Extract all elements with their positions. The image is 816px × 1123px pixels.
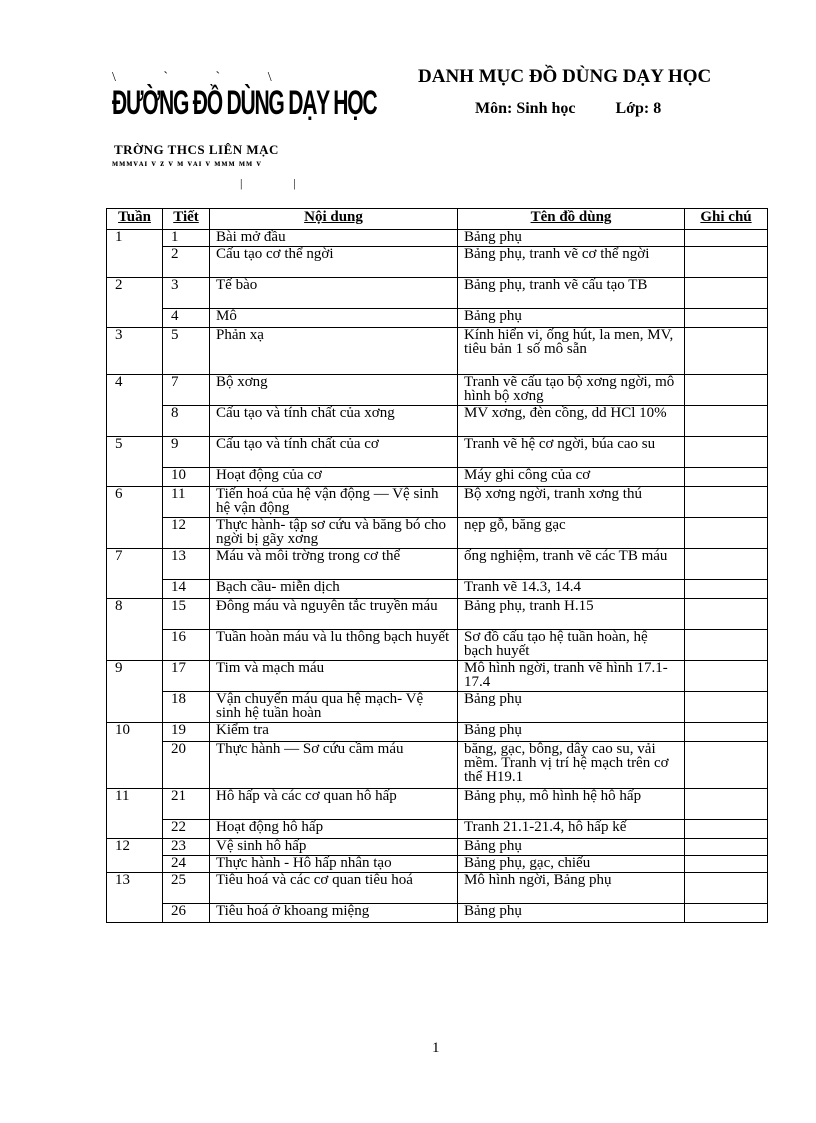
notes-cell [685,487,768,518]
notes-cell [685,468,768,487]
lesson-cell: 10 [163,468,210,487]
logo-garbled-text: ᴍᴍᴍᴠᴀɪ ᴠ ᴢ ᴠ ᴍ ᴠᴀɪ ᴠ ᴍᴍᴍ ᴍᴍ ᴠ [112,158,262,168]
week-cell: 13 [107,873,163,923]
content-cell: Tế bào [210,278,458,309]
notes-cell [685,599,768,630]
content-cell: Thực hành — Sơ cứu cầm máu [210,742,458,789]
content-cell: Thực hành - Hô hấp nhân tạo [210,856,458,873]
table-row [107,230,768,247]
week-cell: 6 [107,487,163,549]
notes-cell [685,630,768,661]
notes-cell [685,278,768,309]
table-row [107,406,768,437]
week-cell: 11 [107,789,163,839]
content-cell: Máu và môi trờng trong cơ thể [210,549,458,580]
notes-cell [685,873,768,904]
notes-cell [685,230,768,247]
lesson-cell: 14 [163,580,210,599]
equipment-cell: MV xơng, đèn cồng, dd HCl 10% [458,406,685,437]
header-lesson: Tiết [163,209,210,230]
page-title: DANH MỤC ĐỒ DÙNG DẠY HỌC [418,66,712,87]
table-header-row [107,209,768,230]
content-cell: Tuần hoàn máu và lu thông bạch huyết [210,630,458,661]
equipment-cell: Bảng phụ [458,839,685,856]
content-cell: Tiến hoá của hệ vận động — Vệ sinh hệ vận động [210,487,458,518]
week-cell: 4 [107,375,163,437]
lesson-cell: 16 [163,630,210,661]
equipment-cell: Bảng phụ, mô hình hệ hô hấp [458,789,685,820]
table-row [107,278,768,309]
table-row [107,789,768,820]
week-cell: 9 [107,661,163,723]
notes-cell [685,820,768,839]
equipment-cell: Bảng phụ [458,692,685,723]
header-week: Tuần [107,209,163,230]
school-logo [112,70,377,195]
content-cell: Kiểm tra [210,723,458,742]
lesson-cell: 25 [163,873,210,904]
header-equipment: Tên đồ dùng [458,209,685,230]
equipment-cell: Bảng phụ [458,230,685,247]
content-cell: Vệ sinh hô hấp [210,839,458,856]
lesson-cell: 12 [163,518,210,549]
table-row [107,437,768,468]
content-cell: Bộ xơng [210,375,458,406]
lesson-cell: 24 [163,856,210,873]
equipment-cell: Bảng phụ, tranh vẽ cấu tạo TB [458,278,685,309]
week-cell: 12 [107,839,163,873]
lesson-cell: 19 [163,723,210,742]
notes-cell [685,406,768,437]
content-cell: Hoạt động hô hấp [210,820,458,839]
content-cell: Vận chuyển máu qua hệ mạch- Vệ sinh hệ tuần hoàn [210,692,458,723]
notes-cell [685,839,768,856]
notes-cell [685,247,768,278]
notes-cell [685,328,768,375]
table-row [107,518,768,549]
lesson-cell: 21 [163,789,210,820]
lesson-cell: 26 [163,904,210,923]
equipment-cell: Bảng phụ, tranh vẽ cơ thể ngời [458,247,685,278]
lesson-cell: 1 [163,230,210,247]
subject-line [475,100,661,118]
grade-label: Lớp: 8 [615,100,662,117]
content-cell: Bài mở đầu [210,230,458,247]
logo-accent-marks: \ ` ` \ [112,70,294,85]
lesson-cell: 8 [163,406,210,437]
logo-tick-marks: | | [240,176,320,190]
table-row [107,468,768,487]
table-row [107,599,768,630]
table-row [107,549,768,580]
equipment-cell: Mô hình ngời, tranh vẽ hình 17.1-17.4 [458,661,685,692]
notes-cell [685,661,768,692]
lesson-cell: 17 [163,661,210,692]
table-body [107,230,768,923]
equipment-table [106,208,768,923]
equipment-cell: Sơ đồ cấu tạo hệ tuần hoàn, hệ bạch huyết [458,630,685,661]
lesson-cell: 23 [163,839,210,856]
equipment-cell: Tranh vẽ 14.3, 14.4 [458,580,685,599]
logo-heading: ĐƯỜNG ĐỒ DÙNG DẠY HỌC [112,84,377,122]
lesson-cell: 22 [163,820,210,839]
notes-cell [685,437,768,468]
lesson-cell: 7 [163,375,210,406]
week-cell: 8 [107,599,163,661]
table-row [107,742,768,789]
notes-cell [685,692,768,723]
notes-cell [685,309,768,328]
equipment-cell: Bảng phụ [458,904,685,923]
content-cell: Tiêu hoá ở khoang miệng [210,904,458,923]
notes-cell [685,789,768,820]
table-row [107,723,768,742]
table-row [107,580,768,599]
header-notes: Ghi chú [685,209,768,230]
table-row [107,630,768,661]
subject-label: Môn: Sinh học [475,100,576,117]
table-row [107,375,768,406]
table-row [107,328,768,375]
equipment-cell: ống nghiệm, tranh vẽ các TB máu [458,549,685,580]
table-row [107,692,768,723]
week-cell: 10 [107,723,163,789]
notes-cell [685,518,768,549]
week-cell: 5 [107,437,163,487]
lesson-cell: 11 [163,487,210,518]
lesson-cell: 18 [163,692,210,723]
equipment-cell: Tranh vẽ cấu tạo bộ xơng ngời, mô hình bộ xơng [458,375,685,406]
equipment-cell: Mô hình ngời, Bảng phụ [458,873,685,904]
content-cell: Cấu tạo cơ thể ngời [210,247,458,278]
equipment-cell: Bảng phụ [458,309,685,328]
equipment-cell: Bộ xơng ngời, tranh xơng thú [458,487,685,518]
equipment-cell: Bảng phụ, tranh H.15 [458,599,685,630]
table-row [107,487,768,518]
week-cell: 2 [107,278,163,328]
equipment-cell: Bảng phụ, gạc, chiếu [458,856,685,873]
header-content: Nội dung [210,209,458,230]
notes-cell [685,856,768,873]
content-cell: Đông máu và nguyên tắc truyền máu [210,599,458,630]
lesson-cell: 20 [163,742,210,789]
week-cell: 1 [107,230,163,278]
lesson-cell: 13 [163,549,210,580]
equipment-cell: Tranh 21.1-21.4, hô hấp kế [458,820,685,839]
table-row [107,247,768,278]
notes-cell [685,549,768,580]
equipment-cell: Tranh vẽ hệ cơ ngời, búa cao su [458,437,685,468]
notes-cell [685,904,768,923]
equipment-cell: nẹp gỗ, băng gạc [458,518,685,549]
table-row [107,661,768,692]
content-cell: Hô hấp và các cơ quan hô hấp [210,789,458,820]
content-cell: Hoạt động của cơ [210,468,458,487]
lesson-cell: 15 [163,599,210,630]
table-row [107,820,768,839]
week-cell: 7 [107,549,163,599]
notes-cell [685,723,768,742]
lesson-cell: 2 [163,247,210,278]
table-row [107,309,768,328]
page-number: 1 [432,1040,440,1056]
lesson-cell: 3 [163,278,210,309]
lesson-cell: 4 [163,309,210,328]
lesson-cell: 5 [163,328,210,375]
content-cell: Cấu tạo và tính chất của xơng [210,406,458,437]
content-cell: Tiêu hoá và các cơ quan tiêu hoá [210,873,458,904]
equipment-cell: băng, gạc, bông, dây cao su, vải mềm. Tranh vị trí hệ mạch trên cơ thể H19.1 [458,742,685,789]
equipment-cell: Kính hiển vi, ống hút, la men, MV, tiêu bản 1 số mô sẵn [458,328,685,375]
table-row [107,856,768,873]
lesson-cell: 9 [163,437,210,468]
content-cell: Thực hành- tập sơ cứu và băng bó cho ngời bị gãy xơng [210,518,458,549]
content-cell: Cấu tạo và tính chất của cơ [210,437,458,468]
notes-cell [685,375,768,406]
content-cell: Bạch cầu- miễn dịch [210,580,458,599]
equipment-cell: Máy ghi công của cơ [458,468,685,487]
content-cell: Mô [210,309,458,328]
content-cell: Phản xạ [210,328,458,375]
content-cell: Tim và mạch máu [210,661,458,692]
equipment-cell: Bảng phụ [458,723,685,742]
table-row [107,873,768,904]
logo-school-name: TRỜNG THCS LIÊN MẠC [114,142,279,157]
week-cell: 3 [107,328,163,375]
table-row [107,904,768,923]
table-row [107,839,768,856]
notes-cell [685,580,768,599]
notes-cell [685,742,768,789]
